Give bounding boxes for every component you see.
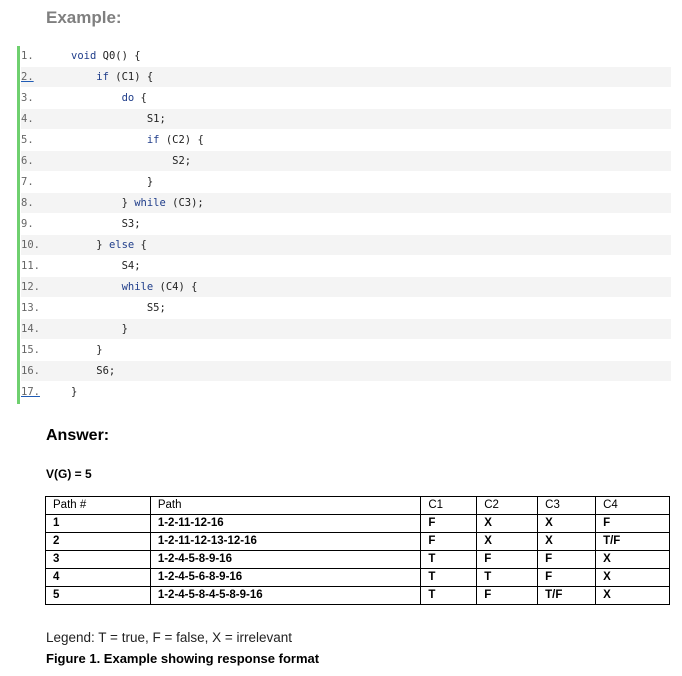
table-cell: 4 xyxy=(46,569,151,587)
table-cell: X xyxy=(477,533,538,551)
code-line xyxy=(21,88,671,108)
line-number: 9. xyxy=(21,218,34,230)
code-line xyxy=(21,361,671,381)
code-text: S1; xyxy=(71,113,166,125)
code-text: while (C4) { xyxy=(121,281,198,293)
table-cell: 1-2-11-12-16 xyxy=(150,515,420,533)
table-cell: X xyxy=(477,515,538,533)
code-line xyxy=(21,214,671,234)
code-text: } while (C3); xyxy=(71,197,204,209)
line-number: 5. xyxy=(21,134,34,146)
code-text: do { xyxy=(121,92,147,104)
cyclomatic-complexity: V(G) = 5 xyxy=(46,467,92,481)
table-cell: T xyxy=(421,587,477,605)
code-line xyxy=(21,130,671,150)
line-number: 7. xyxy=(21,176,34,188)
code-line xyxy=(21,151,671,171)
table-row xyxy=(46,551,670,569)
column-header: Path # xyxy=(46,497,151,515)
table-cell: F xyxy=(477,587,538,605)
code-margin-bar xyxy=(17,46,20,404)
table-cell: 1-2-11-12-13-12-16 xyxy=(150,533,420,551)
code-text: } xyxy=(71,386,78,398)
column-header: C2 xyxy=(477,497,538,515)
line-number: 16. xyxy=(21,365,40,377)
line-number: 15. xyxy=(21,344,40,356)
table-cell: T xyxy=(421,551,477,569)
code-line xyxy=(21,382,671,402)
line-number: 6. xyxy=(21,155,34,167)
code-line xyxy=(21,319,671,339)
table-cell: X xyxy=(538,533,596,551)
line-number: 14. xyxy=(21,323,40,335)
code-line xyxy=(21,340,671,360)
table-cell: T/F xyxy=(596,533,670,551)
figure-caption: Figure 1. Example showing response format xyxy=(46,651,320,666)
legend-text: Legend: T = true, F = false, X = irrelevant xyxy=(46,630,293,645)
code-text: if (C1) { xyxy=(96,71,154,83)
code-text: S3; xyxy=(71,218,141,230)
code-text: } xyxy=(71,323,128,335)
code-line xyxy=(21,256,671,276)
table-header-row xyxy=(46,497,670,515)
answer-heading: Answer: xyxy=(46,427,110,444)
table-cell: 1-2-4-5-8-4-5-8-9-16 xyxy=(150,587,420,605)
column-header: C3 xyxy=(538,497,596,515)
column-header: C4 xyxy=(596,497,670,515)
code-line xyxy=(21,46,671,66)
code-text: S2; xyxy=(71,155,192,167)
table-cell: F xyxy=(421,515,477,533)
code-text: S6; xyxy=(71,365,116,377)
table-cell: X xyxy=(596,569,670,587)
code-line xyxy=(21,277,671,297)
table-row xyxy=(46,515,670,533)
table-cell: 5 xyxy=(46,587,151,605)
line-number: 11. xyxy=(21,260,40,272)
table-cell: F xyxy=(538,551,596,569)
line-number: 4. xyxy=(21,113,34,125)
code-line xyxy=(21,109,671,129)
column-header: Path xyxy=(150,497,420,515)
code-text: if (C2) { xyxy=(146,134,204,146)
line-number: 12. xyxy=(21,281,40,293)
table-cell: T xyxy=(421,569,477,587)
table-cell: 2 xyxy=(46,533,151,551)
table-cell: X xyxy=(596,587,670,605)
line-number: 2. xyxy=(21,71,34,83)
table-row xyxy=(46,533,670,551)
table-cell: F xyxy=(538,569,596,587)
table-cell: F xyxy=(477,551,538,569)
line-number: 8. xyxy=(21,197,34,209)
column-header: C1 xyxy=(421,497,477,515)
code-text: S5; xyxy=(71,302,166,314)
table-cell: 1 xyxy=(46,515,151,533)
table-cell: T xyxy=(477,569,538,587)
code-listing xyxy=(17,46,671,404)
code-text: } xyxy=(71,176,154,188)
code-line xyxy=(21,193,671,213)
code-line xyxy=(21,172,671,192)
table-cell: F xyxy=(421,533,477,551)
line-number: 10. xyxy=(21,239,40,251)
table-cell: X xyxy=(596,551,670,569)
code-text: S4; xyxy=(71,260,141,272)
line-number: 1. xyxy=(21,50,34,62)
line-number: 17. xyxy=(21,386,40,398)
line-number: 3. xyxy=(21,92,34,104)
code-text: } else { xyxy=(71,239,147,251)
table-cell: 1-2-4-5-6-8-9-16 xyxy=(150,569,420,587)
code-line xyxy=(21,67,671,87)
table-cell: 3 xyxy=(46,551,151,569)
line-number: 13. xyxy=(21,302,40,314)
code-text: } xyxy=(71,344,103,356)
code-line xyxy=(21,298,671,318)
table-cell: F xyxy=(596,515,670,533)
table-row xyxy=(46,587,670,605)
code-line xyxy=(21,235,671,255)
table-cell: 1-2-4-5-8-9-16 xyxy=(150,551,420,569)
paths-table xyxy=(45,496,670,605)
example-heading: Example: xyxy=(46,8,122,27)
table-row xyxy=(46,569,670,587)
table-cell: T/F xyxy=(538,587,596,605)
code-text: void Q0() { xyxy=(71,50,141,62)
table-cell: X xyxy=(538,515,596,533)
